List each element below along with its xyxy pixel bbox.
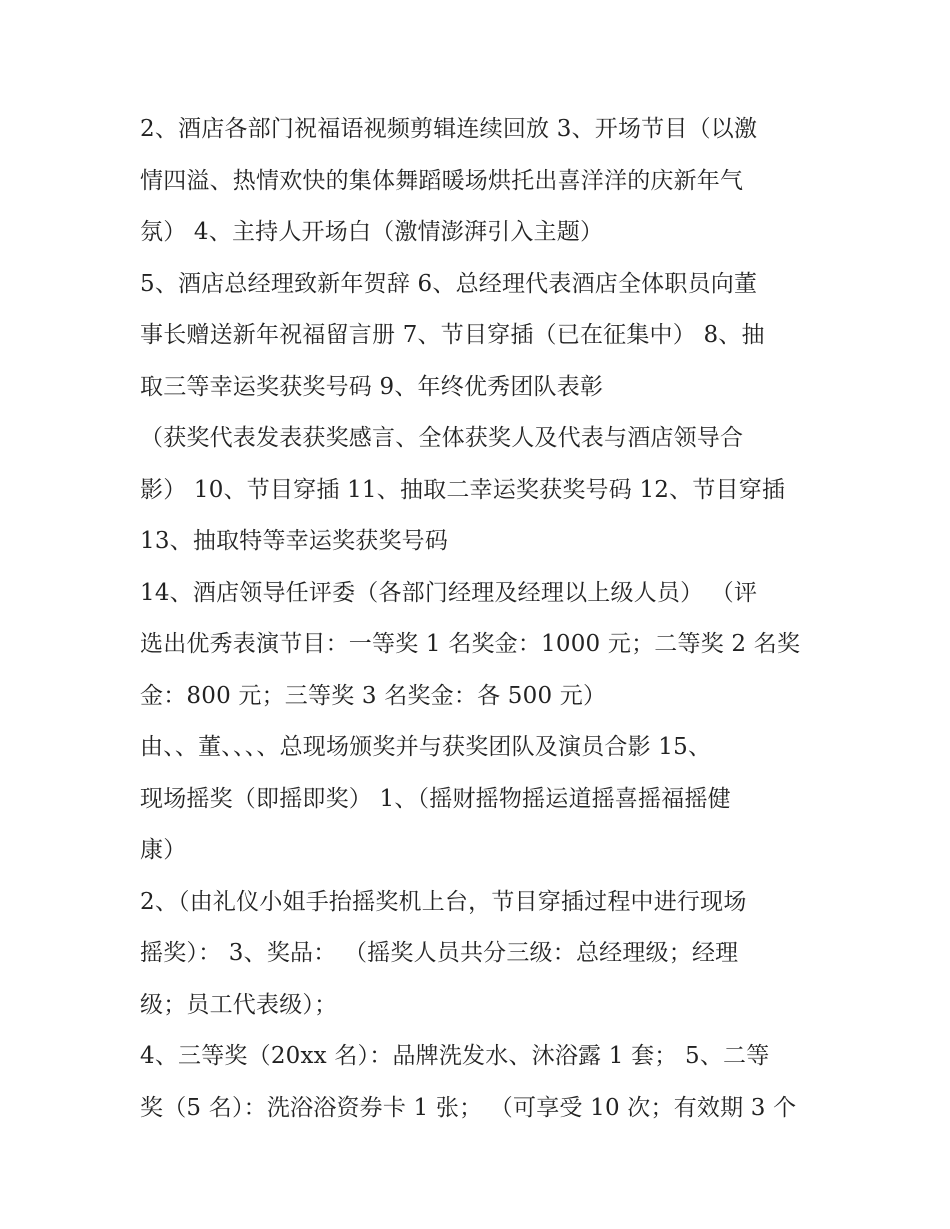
- text-line: 14、酒店领导任评委（各部门经理及经理以上级人员） （评: [140, 579, 758, 606]
- text-line: 氛） 4、主持人开场白（激情澎湃引入主题）: [140, 219, 604, 245]
- text-line: 金：800 元；三等奖 3 名奖金：各 500 元）: [140, 682, 607, 709]
- text-line: 康）: [140, 837, 187, 863]
- text-line: 现场摇奖（即摇即奖） 1、（摇财摇物摇运道摇喜摇福摇健: [140, 785, 731, 812]
- text-line: 级；员工代表级）；: [140, 991, 338, 1018]
- text-line: 事长赠送新年祝福留言册 7、节目穿插（已在征集中） 8、抽: [140, 322, 765, 348]
- text-line: 情四溢、热情欢快的集体舞蹈暖场烘托出喜洋洋的庆新年气: [140, 167, 744, 194]
- text-line: 2、酒店各部门祝福语视频剪辑连续回放 3、开场节目（以激: [140, 116, 758, 142]
- text-line: 奖（5 名）：洗浴浴资券卡 1 张； （可享受 10 次；有效期 3 个: [140, 1094, 797, 1121]
- text-line: 由、、董、、、、总现场颁奖并与获奖团队及演员合影 15、: [140, 734, 712, 760]
- document-body: [140, 104, 820, 1134]
- text-line: 影） 10、节目穿插 11、抽取二幸运奖获奖号码 12、节目穿插: [140, 476, 786, 503]
- text-line: 取三等幸运奖获奖号码 9、年终优秀团队表彰: [140, 373, 604, 400]
- text-line: 13、抽取特等幸运奖获奖号码: [140, 528, 449, 554]
- text-line: 选出优秀表演节目：一等奖 1 名奖金：1000 元；二等奖 2 名奖: [140, 631, 801, 657]
- text-line: 摇奖）： 3、奖品： （摇奖人员共分三级：总经理级；经理: [140, 940, 739, 966]
- text-line: 5、酒店总经理致新年贺辞 6、总经理代表酒店全体职员向董: [140, 270, 758, 297]
- text-line: （获奖代表发表获奖感言、全体获奖人及代表与酒店领导合: [140, 425, 744, 451]
- text-line: 2、（由礼仪小姐手抬摇奖机上台，节目穿插过程中进行现场: [140, 888, 747, 915]
- text-line: 4、三等奖（20xx 名）：品牌洗发水、沐浴露 1 套； 5、二等: [140, 1043, 770, 1069]
